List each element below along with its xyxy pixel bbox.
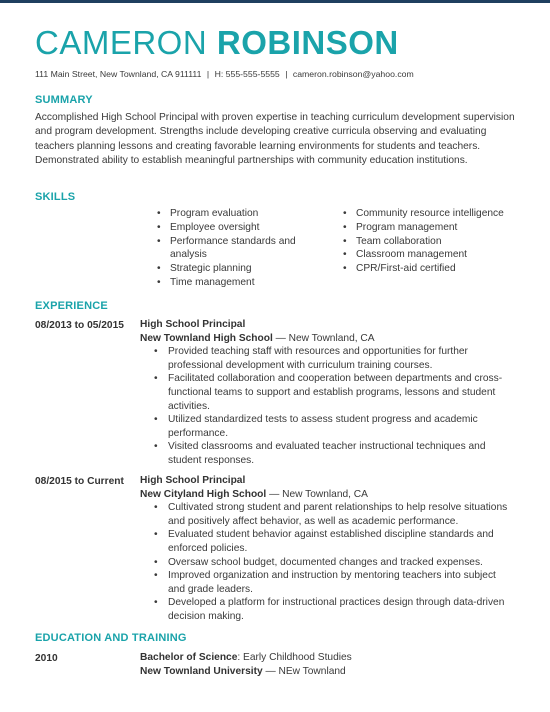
job-title: High School Principal: [140, 319, 246, 330]
job-bullet: • Developed a platform for instructional practices design through data-driven decision making.: [140, 596, 510, 623]
job-bullet: • Oversaw school budget, documented changes and tracked expenses.: [140, 556, 510, 570]
job-dates: 08/2013 to 05/2015: [35, 320, 124, 331]
skill-item: • Community resource intelligence: [343, 207, 533, 221]
job-bullet: • Evaluated student behavior against established discipline standards and enforced policies.: [140, 528, 510, 555]
contact-separator: |: [285, 69, 288, 79]
skills-heading: SKILLS: [35, 191, 76, 203]
skill-item: • Strategic planning: [157, 262, 317, 276]
education-degree-line: [140, 651, 352, 665]
contact-line: [35, 69, 414, 79]
skill-item: • Classroom management: [343, 248, 533, 262]
school-name: New Townland University: [140, 666, 263, 678]
job-employer: [140, 488, 510, 502]
skill-item: • Employee oversight: [157, 221, 317, 235]
education-heading: EDUCATION AND TRAINING: [35, 632, 187, 644]
top-rule: [0, 0, 550, 3]
company-location: — New Townland, CA: [266, 488, 368, 500]
first-name: CAMERON: [35, 24, 208, 61]
job-bullet: • Utilized standardized tests to assess student progress and academic performance.: [140, 413, 510, 440]
skill-item: • Program evaluation: [157, 207, 317, 221]
job-dates: 08/2015 to Current: [35, 476, 124, 487]
last-name: ROBINSON: [216, 24, 399, 61]
experience-heading: EXPERIENCE: [35, 300, 108, 312]
job-bullet: • Provided teaching staff with resources and opportunities for further professional development with curriculum training courses.: [140, 345, 510, 372]
job-bullet: • Improved organization and instruction by mentoring teachers into subject and grade leaders.: [140, 569, 510, 596]
summary-heading: SUMMARY: [35, 94, 93, 106]
degree: Bachelor of Science: [140, 652, 238, 663]
address: 111 Main Street, New Townland, CA 911111: [35, 69, 202, 79]
education-year: 2010: [35, 653, 58, 664]
job-bullet: • Facilitated collaboration and cooperation between departments and cross-functional teams to support and establish programs, lessons and student activities.: [140, 372, 510, 413]
skill-item: • Program management: [343, 221, 533, 235]
phone: H: 555-555-5555: [214, 69, 280, 79]
company-name: New Cityland High School: [140, 488, 267, 500]
skills-left-column: [157, 207, 317, 290]
skill-item: • Performance standards and analysis: [157, 235, 317, 263]
education-entry: [140, 651, 352, 679]
contact-separator: |: [206, 69, 210, 79]
company-name: New Townland High School: [140, 332, 273, 344]
education-school-line: [140, 665, 352, 679]
candidate-name: [35, 24, 399, 62]
skill-item: • CPR/First-aid certified: [343, 262, 533, 276]
skill-item: • Time management: [157, 276, 317, 290]
job-entry: [140, 474, 510, 624]
job-entry: [140, 318, 510, 468]
job-employer: [140, 332, 510, 346]
job-title: High School Principal: [140, 475, 246, 486]
skill-item: • Team collaboration: [343, 235, 533, 249]
job-bullet: • Cultivated strong student and parent relationships to help resolve situations and positively affect behavior, as well as academic performance.: [140, 501, 510, 528]
field-of-study: : Early Childhood Studies: [237, 652, 352, 663]
summary-text: Accomplished High School Principal with proven expertise in teaching curriculum development supervision and program development. Strengths include developing creative curricula observing and evaluating teachers planning lessons and creating favorable learning environments for students and teachers. Demonstrated ability to establish meaningful partnerships with community education institutions.: [35, 112, 515, 167]
job-bullet: • Visited classrooms and evaluated teacher instructional techniques and student responses.: [140, 440, 510, 467]
email[interactable]: cameron.robinson@yahoo.com: [292, 69, 414, 79]
school-location: — NEw Townland: [262, 666, 346, 678]
company-location: — New Townland, CA: [272, 332, 375, 344]
skills-right-column: [343, 207, 533, 276]
